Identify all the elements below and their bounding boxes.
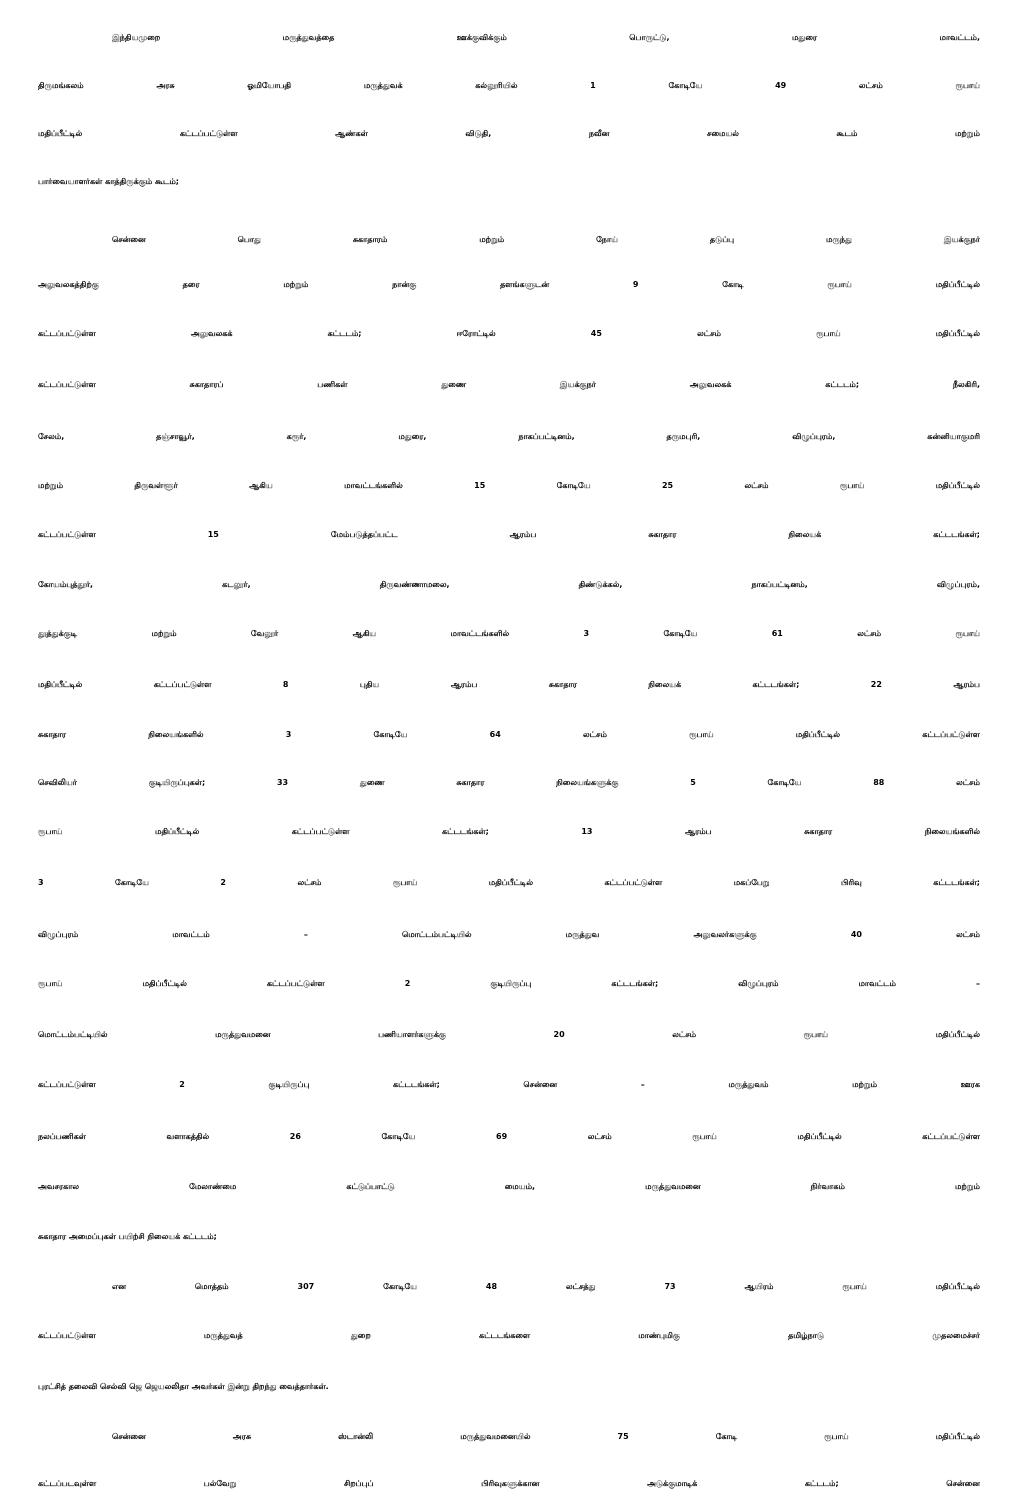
text-line: புரட்சித் தலைவி செல்வி ஜெ ஜெயலலிதா அவர்கள் இன்று திறந்து வைத்தார்கள். bbox=[38, 1382, 329, 1391]
text-line: கட்டப்பட்டுள்ள மருத்துவத் துறை கட்டடங்களை மாண்புமிகு தமிழ்நாடு முதலமைச்சர் bbox=[38, 1331, 980, 1340]
text-line: அவசரகால மேலாண்மை கட்டுப்பாட்டு மையம், மருத்துவமனை நிர்வாகம் மற்றும் bbox=[38, 1182, 980, 1191]
text-line: இந்தியமுறை மருத்துவத்தை ஊக்குவிக்கும் பொருட்டு, மதுரை மாவட்டம், bbox=[112, 33, 980, 42]
text-line: கட்டப்பட்டுள்ள 2 குடியிருப்பு கட்டடங்கள்; சென்னை – மருத்துவம் மற்றும் ஊரக bbox=[38, 1080, 980, 1089]
text-line: கட்டப்பட்டுள்ள 15 மேம்படுத்தப்பட்ட ஆரம்ப சுகாதார நிலையக் கட்டடங்கள்; bbox=[38, 530, 980, 539]
text-line: தூத்துக்குடி மற்றும் வேலூர் ஆகிய மாவட்டங்களில் 3 கோடியே 61 லட்சம் ரூபாய் bbox=[38, 629, 980, 638]
text-line: செவிலியர் குடியிருப்புகள்; 33 துணை சுகாதார நிலையங்களுக்கு 5 கோடியே 88 லட்சம் bbox=[38, 778, 980, 787]
text-line: ரூபாய் மதிப்பீட்டில் கட்டப்பட்டுள்ள கட்டடங்கள்; 13 ஆரம்ப சுகாதார நிலையங்களில் bbox=[38, 827, 980, 836]
text-line: கட்டப்பட்டுள்ள அலுவலகக் கட்டடம்; ஈரோட்டில் 45 லட்சம் ரூபாய் மதிப்பீட்டில் bbox=[38, 329, 980, 338]
text-line: மதிப்பீட்டில் கட்டப்பட்டுள்ள 8 புதிய ஆரம்ப சுகாதார நிலையக் கட்டடங்கள்; 22 ஆரம்ப bbox=[38, 680, 980, 689]
text-line: திருமங்கலம் அரசு ஓமியோபதி மருத்துவக் கல்லூரியில் 1 கோடியே 49 லட்சம் ரூபாய் bbox=[38, 81, 980, 90]
text-line: மதிப்பீட்டில் கட்டப்பட்டுள்ள ஆண்கள் விடுதி, நவீன சமையல் கூடம் மற்றும் bbox=[38, 129, 980, 138]
text-line: ரூபாய் மதிப்பீட்டில் கட்டப்பட்டுள்ள 2 குடியிருப்பு கட்டடங்கள்; விழுப்புரம் மாவட்டம் – bbox=[38, 979, 980, 988]
text-line: அலுவலகத்திற்கு தரை மற்றும் நான்கு தளங்களுடன் 9 கோடி ரூபாய் மதிப்பீட்டில் bbox=[38, 280, 980, 289]
text-line: சுகாதார நிலையங்களில் 3 கோடியே 64 லட்சம் ரூபாய் மதிப்பீட்டில் கட்டப்பட்டுள்ள bbox=[38, 730, 980, 739]
text-line: சென்னை பொது சுகாதாரம் மற்றும் நோய் தடுப்பு மருந்து இயக்குநர் bbox=[112, 235, 980, 244]
text-line: சேலம், தஞ்சாவூர், கரூர், மதுரை, நாகப்பட்டினம், தருமபுரி, விழுப்புரம், கன்னியாகுமரி bbox=[38, 432, 980, 441]
text-line: நலப்பணிகள் வளாகத்தில் 26 கோடியே 69 லட்சம் ரூபாய் மதிப்பீட்டில் கட்டப்பட்டுள்ள bbox=[38, 1132, 980, 1141]
text-line: கோயம்புத்தூர், கடலூர், திருவண்ணாமலை, திண்டுக்கல், நாகப்பட்டினம், விழுப்புரம், bbox=[38, 580, 980, 589]
text-line: சுகாதார அமைப்புகள் பயிற்சி நிலையக் கட்டடம்; bbox=[38, 1232, 217, 1241]
text-line: 3 கோடியே 2 லட்சம் ரூபாய் மதிப்பீட்டில் கட்டப்பட்டுள்ள மகப்பேறு பிரிவு கட்டடங்கள்; bbox=[38, 878, 980, 887]
text-line: கட்டப்படவுள்ள பல்வேறு சிறப்புப் பிரிவுகளுக்கான அடுக்குமாடிக் கட்டடம்; சென்னை bbox=[38, 1479, 980, 1488]
text-line: மொட்டம்பட்டியில் மருத்துவமனை பணியாளர்களுக்கு 20 லட்சம் ரூபாய் மதிப்பீட்டில் bbox=[38, 1030, 980, 1039]
text-line: பார்வையாளர்கள் காத்திருக்கும் கூடம்; bbox=[38, 177, 180, 186]
text-line: கட்டப்பட்டுள்ள சுகாதாரப் பணிகள் துணை இயக்குநர் அலுவலகக் கட்டடம்; நீலகிரி, bbox=[38, 380, 980, 389]
text-line: என மொத்தம் 307 கோடியே 48 லட்சத்து 73 ஆயிரம் ரூபாய் மதிப்பீட்டில் bbox=[112, 1282, 980, 1291]
text-line: சென்னை அரசு ஸ்டான்லி மருத்துவமனையில் 75 கோடி ரூபாய் மதிப்பீட்டில் bbox=[112, 1432, 980, 1441]
text-line: விழுப்புரம் மாவட்டம் – மொட்டம்பட்டியில் மருத்துவ அலுவலர்களுக்கு 40 லட்சம் bbox=[38, 930, 980, 939]
text-line: மற்றும் திருவள்ளூர் ஆகிய மாவட்டங்களில் 15 கோடியே 25 லட்சம் ரூபாய் மதிப்பீட்டில் bbox=[38, 481, 980, 490]
